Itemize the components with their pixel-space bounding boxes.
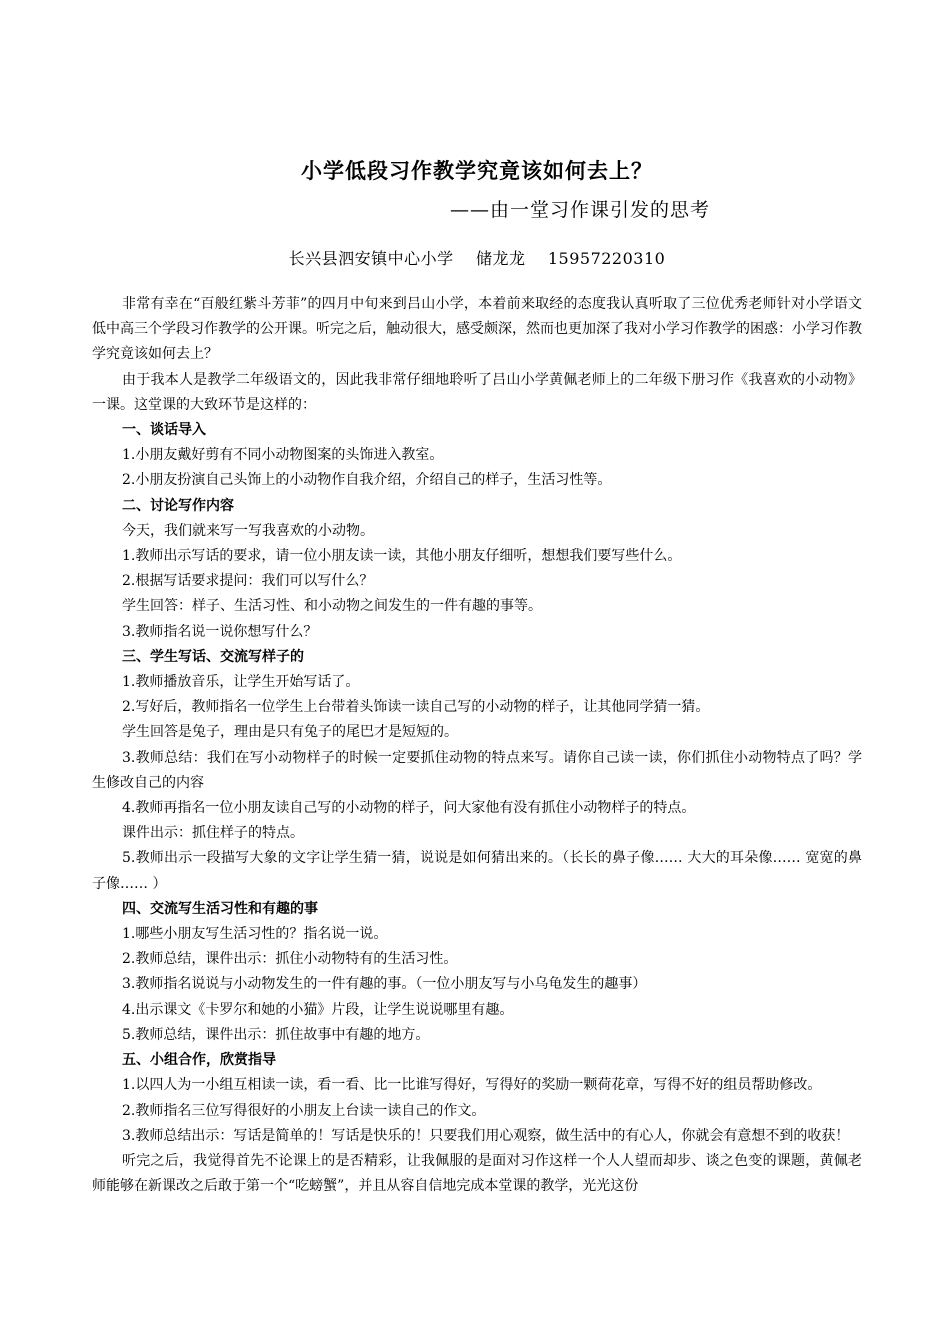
section-heading: 五、小组合作，欣赏指导 (122, 1052, 276, 1069)
body-paragraph: 由于我本人是教学二年级语文的，因此我非常仔细地聆听了吕山小学黄佩老师上的二年级下册习作《我喜欢的小动物》一课。这堂课的大致环节是这样的： (92, 371, 862, 413)
body-paragraph: 1.小朋友戴好剪有不同小动物图案的头饰进入教室。 (122, 447, 444, 464)
body-paragraph: 1.教师出示写话的要求，请一位小朋友读一读，其他小朋友仔细听，想想我们要写些什么。 (122, 548, 682, 565)
body-paragraph: 4.教师再指名一位小朋友读自己写的小动物的样子，问大家他有没有抓住小动物样子的特点。 (122, 800, 696, 817)
body-paragraph: 3.教师总结出示：写话是简单的！写话是快乐的！只要我们用心观察，做生活中的有心人，你就会有意想不到的收获！ (122, 1127, 850, 1144)
body-paragraph: 2.小朋友扮演自己头饰上的小动物作自我介绍，介绍自己的样子，生活习性等。 (122, 472, 612, 489)
body-paragraph: 非常有幸在“百般红紫斗芳菲”的四月中旬来到吕山小学，本着前来取经的态度我认真听取了三位优秀老师针对小学语文低中高三个学段习作教学的公开课。听完之后，触动很大，感受颇深，然而也更加深了我对小学习作教学的困惑：小学习作教学究竟该如何去上？ (92, 296, 862, 363)
body-paragraph: 3.教师指名说说与小动物发生的一件有趣的事。（一位小朋友写与小乌龟发生的趣事） (122, 976, 647, 993)
body-paragraph: 2.教师指名三位写得很好的小朋友上台读一读自己的作文。 (122, 1102, 486, 1119)
body-paragraph: 听完之后，我觉得首先不论课上的是否精彩，让我佩服的是面对习作这样一个人人望而却步、谈之色变的课题，黄佩老师能够在新课改之后敢于第一个“吃螃蟹”，并且从容自信地完成本堂课的教学，光光这份 (92, 1152, 862, 1195)
body-paragraph: 课件出示：抓住样子的特点。 (122, 825, 304, 842)
section-heading: 二、讨论写作内容 (122, 497, 234, 514)
body-paragraph: 5.教师总结，课件出示：抓住故事中有趣的地方。 (122, 1026, 430, 1043)
section-heading: 三、学生写话、交流写样子的 (122, 648, 304, 665)
section-heading: 一、谈话导入 (122, 422, 206, 439)
body-paragraph: 5.教师出示一段描写大象的文字让学生猜一猜，说说是如何猜出来的。（长长的鼻子像…… 大大的耳朵像…… 宽宽的鼻子像…… ） (92, 850, 862, 892)
body-paragraph: 学生回答：样子、生活习性、和小动物之间发生的一件有趣的事等。 (122, 598, 542, 615)
body-paragraph: 3.教师总结：我们在写小动物样子的时候一定要抓住动物的特点来写。请你自己读一读，你们抓住小动物特点了吗？学生修改自己的内容 (92, 749, 862, 791)
body-paragraph: 2.教师总结，课件出示：抓住小动物特有的生活习性。 (122, 951, 458, 968)
section-heading: 四、交流写生活习性和有趣的事 (122, 900, 318, 917)
body-paragraph: 2.写好后，教师指名一位学生上台带着头饰读一读自己写的小动物的样子，让其他同学猜一猜。 (122, 699, 710, 716)
author-line: 长兴县泗安镇中心小学 储龙龙 15957220310 (288, 249, 666, 268)
body-paragraph: 1.哪些小朋友写生活习性的？指名说一说。 (122, 926, 388, 943)
body-paragraph: 4.出示课文《卡罗尔和她的小猫》片段，让学生说说哪里有趣。 (122, 1001, 514, 1018)
body-paragraph: 3.教师指名说一说你想写什么？ (122, 623, 318, 640)
document-title: 小学低段习作教学究竟该如何去上？ (301, 159, 653, 183)
document-subtitle: ——由一堂习作课引发的思考 (450, 199, 711, 221)
body-paragraph: 1.以四人为一小组互相读一读，看一看、比一比谁写得好，写得好的奖励一颗荷花章，写得不好的组员帮助修改。 (122, 1077, 822, 1094)
body-paragraph: 2.根据写话要求提问：我们可以写什么？ (122, 573, 374, 590)
body-paragraph: 学生回答是兔子，理由是只有兔子的尾巴才是短短的。 (122, 724, 458, 741)
body-paragraph: 今天，我们就来写一写我喜欢的小动物。 (122, 522, 374, 539)
document-body (92, 292, 862, 1199)
body-paragraph: 1.教师播放音乐，让学生开始写话了。 (122, 674, 360, 691)
